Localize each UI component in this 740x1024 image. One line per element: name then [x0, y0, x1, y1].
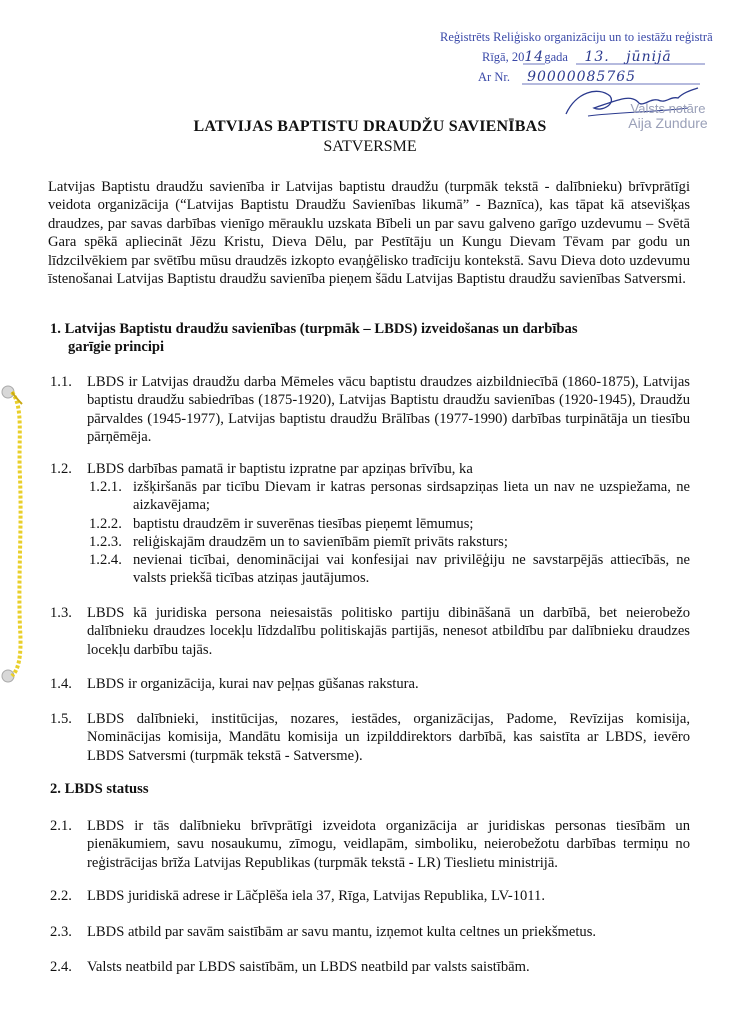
item-number: 1.5. — [50, 711, 72, 727]
binding-string-icon — [0, 378, 30, 690]
item-number: 1.2. — [50, 461, 72, 477]
stamp-title: Reģistrēts Reliģisko organizāciju un to iestāžu reģistrā — [440, 30, 713, 44]
section-1-title-line1: 1. Latvijas Baptistu draudžu savienības (turpmāk – LBDS) izveidošanas un darbības — [50, 321, 578, 337]
subitem-text: reliģiskajām draudzēm un to savienībām piemīt privāts raksturs; — [133, 534, 508, 550]
subitem-text: nevienai ticībai, denominācijai vai konfesijai nav privilēģiju ne savstarpējās attiecībās, ne valsts priekšā ticības atziņas jautājumos. — [133, 552, 690, 587]
item-number: 2.1. — [50, 818, 72, 834]
document-title: LATVIJAS BAPTISTU DRAUDŽU SAVIENĪBAS — [193, 118, 547, 135]
item-text: LBDS ir Latvijas draudžu darba Mēmeles vācu baptistu draudzes aizbildniecībā (1860-1875), Latvijas baptistu draudžu sabiedrības (1875-1920), Latvijas Baptistu draudžu savienības (1920-1945), Draudžu pārvaldes (1945-1977), Latvijas baptistu draudžu Brālības (1977-1990) darbības turpinātāja un tiesību pārņēmēja. — [87, 374, 690, 446]
item-number: 2.2. — [50, 888, 72, 904]
item-number: 1.1. — [50, 374, 72, 390]
notary-name: Aija Zundure — [628, 115, 708, 131]
subitem-text: izšķiršanās par ticību Dievam ir katras personas sirdsapziņas lieta un nav ne uzspiežama, ne aizkavējama; — [133, 479, 690, 514]
section-1-heading — [50, 320, 670, 357]
intro-paragraph: Latvijas Baptistu draudžu savienība ir Latvijas baptistu draudžu (turpmāk tekstā - dalībnieku) brīvprātīgi veidota organizācija (“Latvijas Baptistu Draudžu Savienības likumā” - Baznīca), kas tāpat kā atsevišķas draudzes, par savas darbības vienīgo mērauklu uzskata Bībeli un par savu galveno garīgo uzdevumu – Svētā Gara spēkā apliecināt Jēzu Kristu, Dieva Dēlu, par Pestītāju un Kungu Dievam Tēvam par godu un līdzcilvēkiem par svētību mūsu draudzēs izkopto evaņģēlisko tradīciju kontekstā. Savu Dieva doto uzdevumu īstenošanai Latvijas Baptistu draudžu savienība pieņem šādu Latvijas Baptistu draudžu savienības Satversmi. — [48, 179, 690, 288]
stamp-day-handwritten: 13. — [584, 49, 610, 65]
item-text: LBDS atbild par savām saistībām ar savu mantu, izņemot kulta celtnes un priekšmetus. — [87, 924, 597, 940]
item-text: LBDS kā juridiska persona neiesaistās politisko partiju dibināšanā un darbībā, bet neierobežo dalībnieku draudzes locekļu līdzdalību politiskajās partijās, nenesot atbildību par dalībnieku draudzes locekļu darbību tajās. — [87, 605, 690, 658]
item-number: 2.3. — [50, 924, 72, 940]
item-number: 1.4. — [50, 676, 72, 692]
stamp-month-handwritten: jūnijā — [626, 49, 672, 65]
item-text: LBDS ir organizācija, kurai nav peļņas gūšanas rakstura. — [87, 676, 419, 692]
stamp-nr-handwritten: 90000085765 — [527, 69, 637, 85]
notary-title: Valsts notāre — [630, 101, 706, 116]
stamp-place-label: Rīgā, 20 — [482, 50, 525, 64]
item-text: LBDS dalībnieki, institūcijas, nozares, iestādes, organizācijas, Padome, Revīzijas komisija, Nominācijas komisija, Mandātu komisija un izpilddirektors darbībā, kas saistīta ar LBDS, ievēro LBDS Satversmi (turpmāk tekstā - Satversme). — [87, 711, 690, 764]
subitem-number: 1.2.4. — [89, 552, 122, 568]
subitem-number: 1.2.2. — [89, 516, 122, 532]
item-text: LBDS ir tās dalībnieku brīvprātīgi izveidota organizācija ar juridiskas personas tiesībām un pienākumiem, savu nosaukumu, zīmogu, veidlapām, simboliku, neierobežotu darbības termiņu no reģistrācijas brīža Latvijas Republikas (turpmāk tekstā - LR) Tieslietu ministrijā. — [87, 818, 690, 871]
item-text: Valsts neatbild par LBDS saistībām, un LBDS neatbild par valsts saistībām. — [87, 959, 530, 975]
stamp-gada-label: gada — [544, 50, 568, 64]
subitem-number: 1.2.1. — [89, 479, 122, 495]
item-text: LBDS juridiskā adrese ir Lāčplēša iela 37, Rīga, Latvijas Republika, LV-1011. — [87, 888, 545, 904]
stamp-nr-label: Ar Nr. — [478, 70, 510, 84]
section-1-title-line2: garīgie principi — [68, 339, 165, 356]
section-2-heading: 2. LBDS statuss — [50, 781, 149, 797]
item-number: 2.4. — [50, 959, 72, 975]
document-subtitle: SATVERSME — [323, 138, 417, 155]
subitem-text: baptistu draudzēm ir suverēnas tiesības pieņemt lēmumus; — [133, 516, 474, 532]
subitem-number: 1.2.3. — [89, 534, 122, 550]
item-text: LBDS darbības pamatā ir baptistu izpratne par apziņas brīvību, ka — [87, 461, 473, 477]
item-number: 1.3. — [50, 605, 72, 621]
stamp-year-handwritten: 14 — [524, 49, 545, 65]
